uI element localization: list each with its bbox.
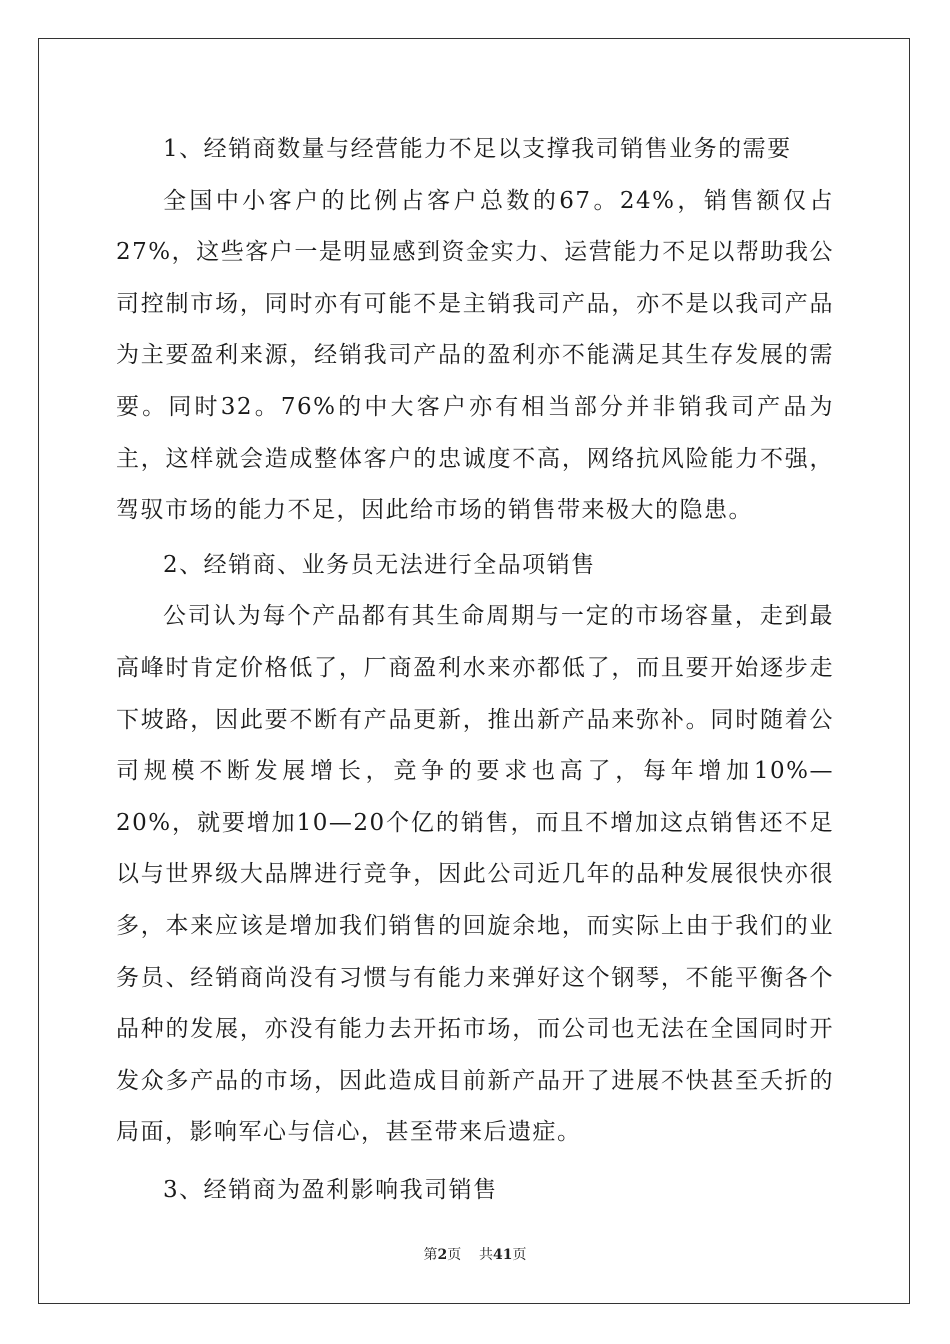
footer-total-pages: 41 <box>493 1247 513 1263</box>
footer-prefix: 第 <box>423 1247 438 1263</box>
document-body <box>116 124 834 1216</box>
paragraph-1: 全国中小客户的比例占客户总数的67。24%，销售额仅占27%，这些客户一是明显感到资金实力、运营能力不足以帮助我公司控制市场，同时亦有可能不是主销我司产品，亦不是以我司产品为主要盈利来源，经销我司产品的盈利亦不能满足其生存发展的需要。同时32。76%的中大客户亦有相当部分并非销我司产品为主，这样就会造成整体客户的忠诚度不高，网络抗风险能力不强，驾驭市场的能力不足，因此给市场的销售带来极大的隐患。 <box>116 187 834 524</box>
footer-total-suffix: 页 <box>512 1247 527 1263</box>
paragraph-2: 公司认为每个产品都有其生命周期与一定的市场容量，走到最高峰时肯定价格低了，厂商盈利水来亦都低了，而且要开始逐步走下坡路，因此要不断有产品更新，推出新产品来弥补。同时随着公司规模不断发展增长，竞争的要求也高了，每年增加10%—20%，就要增加10—20个亿的销售，而且不增加这点销售还不足以与世界级大品牌进行竞争，因此公司近几年的品种发展很快亦很多，本来应该是增加我们销售的回旋余地，而实际上由于我们的业务员、经销商尚没有习惯与有能力来弹好这个钢琴，不能平衡各个品种的发展，亦没有能力去开拓市场，而公司也无法在全国同时开发众多产品的市场，因此造成目前新产品开了进展不快甚至夭折的局面，影响军心与信心，甚至带来后遗症。 <box>116 603 834 1146</box>
section-heading-2: 2、经销商、业务员无法进行全品项销售 <box>163 551 596 578</box>
section-heading-3: 3、经销商为盈利影响我司销售 <box>163 1176 498 1203</box>
footer-page-number: 2 <box>437 1247 448 1263</box>
page-footer <box>0 1244 950 1264</box>
section-heading-1: 1、经销商数量与经营能力不足以支撑我司销售业务的需要 <box>163 136 792 162</box>
footer-total-prefix: 共 <box>479 1247 494 1263</box>
footer-page-suffix: 页 <box>447 1247 462 1263</box>
